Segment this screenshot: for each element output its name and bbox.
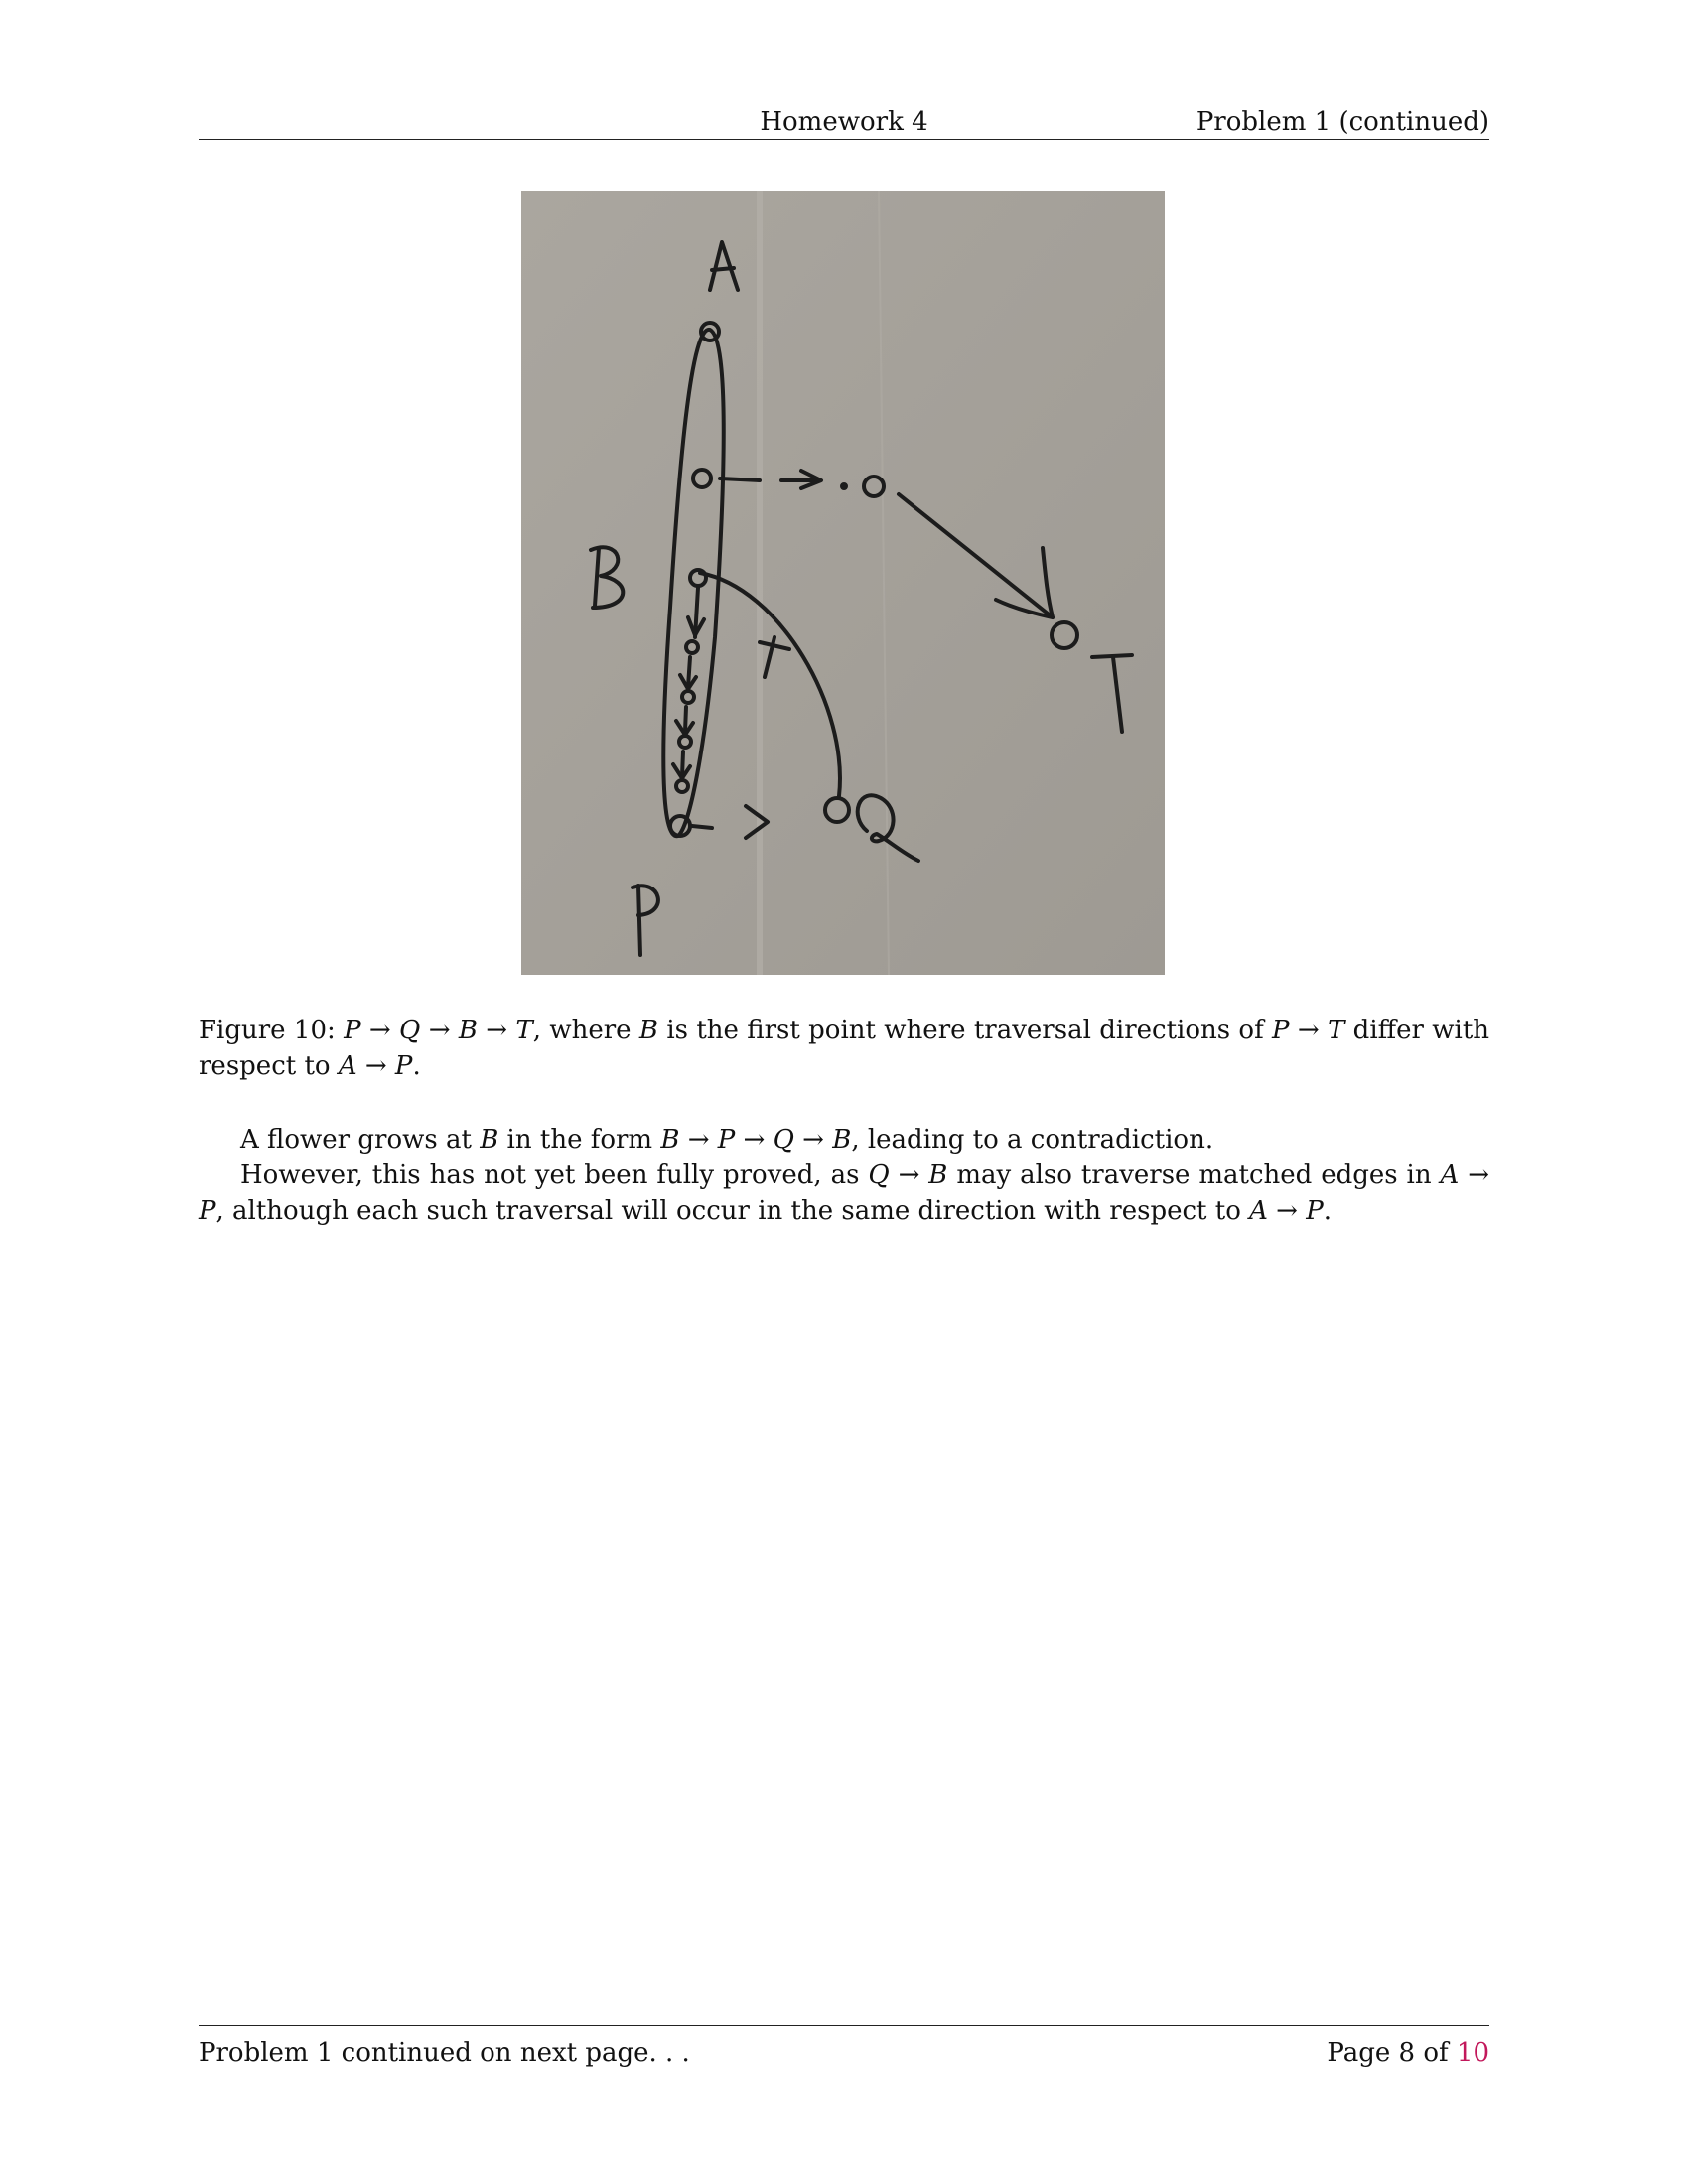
p2-text-1: However, this has not yet been fully proved, as [240, 1160, 869, 1190]
caption-var-b: B [638, 1016, 659, 1045]
paragraph-however [199, 1158, 1489, 1229]
p1-formula: B → P → Q → B [660, 1125, 852, 1155]
caption-text-1: , where [532, 1016, 639, 1045]
handdrawn-graph [521, 191, 1165, 975]
footer-continued: Problem 1 continued on next page. . . [199, 2038, 690, 2068]
p2-text-2: may also traverse matched edges in [947, 1160, 1441, 1190]
caption-text-2: is the first point where traversal directions of [658, 1016, 1273, 1045]
page-header [199, 105, 1489, 140]
p1-text-3: , leading to a contradiction. [851, 1125, 1214, 1155]
page-total-link[interactable]: 10 [1456, 2038, 1489, 2068]
page-footer [199, 2025, 1489, 2070]
p2-text-3: , although each such traversal will occur in the same direction with respect to [215, 1196, 1250, 1226]
p1-text-1: A flower grows at [240, 1125, 481, 1155]
p2-end: . [1323, 1196, 1332, 1226]
caption-end: . [412, 1051, 421, 1081]
caption-text-3: differ with respect to [199, 1016, 1490, 1081]
caption-formula: P → Q → B → T [344, 1016, 533, 1045]
p2-formula-ap: A → P [199, 1160, 1489, 1226]
paragraph-flower [199, 1122, 1489, 1158]
caption-lead: Figure 10: [199, 1016, 336, 1045]
p1-text-2: in the form [498, 1125, 661, 1155]
p1-var-b: B [480, 1125, 499, 1155]
figure-caption [199, 1013, 1489, 1084]
p2-formula-ap-2: A → P [1249, 1196, 1324, 1226]
figure-photo [521, 191, 1165, 975]
caption-formula-ap: A → P [338, 1051, 413, 1081]
header-problem: Problem 1 (continued) [1196, 107, 1489, 137]
page-prefix: Page 8 of [1327, 2038, 1457, 2068]
p2-formula-qb: Q → B [868, 1160, 948, 1190]
footer-page-number [1327, 2036, 1489, 2070]
header-title: Homework 4 [760, 107, 928, 137]
caption-formula-pt: P → T [1272, 1016, 1345, 1045]
